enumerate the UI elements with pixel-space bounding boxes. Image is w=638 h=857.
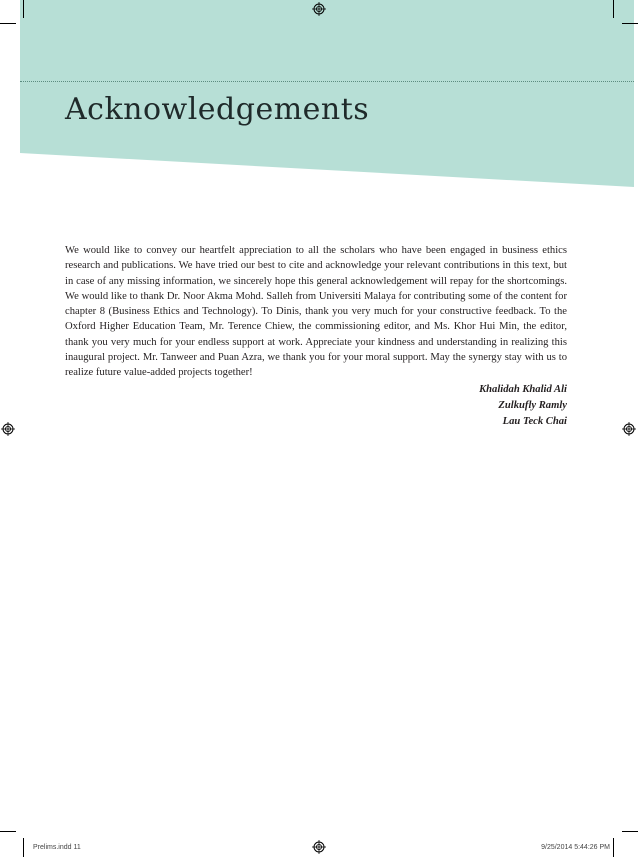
crop-mark-icon	[613, 838, 614, 857]
crop-mark-icon	[622, 831, 638, 832]
crop-mark-icon	[0, 831, 16, 832]
crop-mark-icon	[0, 23, 16, 24]
slug-date	[541, 844, 610, 851]
registration-target-icon	[622, 422, 636, 436]
registration-target-icon	[312, 2, 326, 16]
signature-name: Lau Teck Chai	[502, 416, 567, 427]
crop-mark-icon	[613, 0, 614, 18]
crop-mark-icon	[23, 0, 24, 18]
registration-target-icon	[1, 422, 15, 436]
signature-block	[300, 382, 567, 430]
crop-mark-icon	[622, 23, 638, 24]
crop-mark-icon	[23, 838, 24, 857]
page-title: Acknowledgements	[65, 92, 370, 127]
slug-file	[33, 844, 81, 851]
acknowledgement-paragraph: We would like to convey our heartfelt appreciation to all the scholars who have been engaged in business ethics research and publications. We have tried our best to cite and acknowledge your relevant contributions in this text, but in case of any missing information, we sincerely hope this general acknowledgement will repay for the shortcomings. We would like to thank Dr. Noor Akma Mohd. Salleh from Universiti Malaya for contributing some of the content for chapter 8 (Business Ethics and Technology). To Dinis, thank you very much for your constructive feedback. To the Oxford Higher Education Team, Mr. Terence Chiew, the commissioning editor, and Ms. Khor Hui Min, the editor, thank you very much for your endless support at work. Appreciate your kindness and understanding in realizing this inaugural project. Mr. Tanweer and Puan Azra, we thank you for your moral support. May the synergy stay with us to realize future value-added projects together!	[65, 245, 567, 379]
signature-name: Zulkufly Ramly	[498, 400, 567, 411]
slug-file-text: Prelims.indd 11	[33, 844, 81, 851]
dotted-rule	[20, 81, 634, 82]
registration-target-icon	[312, 840, 326, 854]
slug-date-text: 9/25/2014 5:44:26 PM	[541, 844, 610, 851]
signature-name: Khalidah Khalid Ali	[479, 384, 567, 395]
